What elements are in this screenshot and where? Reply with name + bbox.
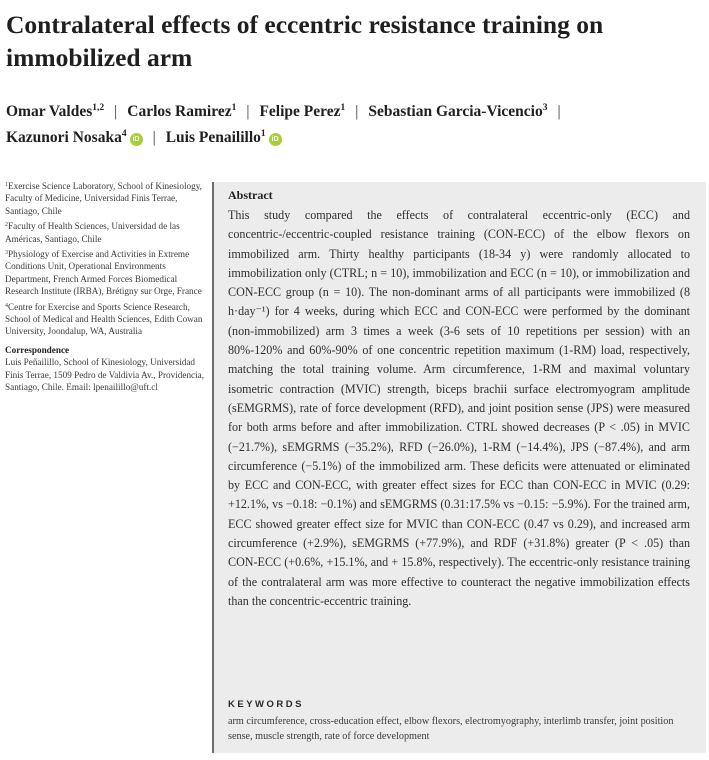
abstract-heading: Abstract <box>228 188 273 202</box>
author-separator: | <box>355 103 359 120</box>
author-name[interactable]: Sebastian Garcia-Vicencio$^3$ <box>368 103 548 120</box>
correspondence-text: Luis Peñailillo, School of Kinesiology, Universidad Finis Terrae, 1509 Pedro de Valdivia Av., Providencia, Santiago, Chile. Email: lpenailillo@uft.cl <box>5 357 205 393</box>
author-name[interactable]: Felipe Perez$^1$ <box>259 103 346 120</box>
orcid-icon[interactable]: iD <box>269 133 282 146</box>
affiliation: $^1$Exercise Science Laboratory, School of Kinesiology, Faculty of Medicine, Universidad Finis Terrae, Santiago, Chile <box>5 181 202 216</box>
author-name[interactable]: Luis Penailillo$^1$iD <box>166 129 282 146</box>
author-separator: | <box>114 103 118 120</box>
author-separator: | <box>246 103 250 120</box>
author-list <box>6 99 706 151</box>
author-separator: | <box>557 103 561 120</box>
keywords-heading: KEYWORDS <box>228 699 304 710</box>
author-name[interactable]: Carlos Ramirez$^1$ <box>127 103 237 120</box>
affiliation: $^2$Faculty of Health Sciences, Universidad de las Américas, Santiago, Chile <box>5 221 180 244</box>
author-name[interactable]: Kazunori Nosaka$^4$iD <box>6 129 143 146</box>
affiliations-column <box>5 180 205 394</box>
orcid-icon[interactable]: iD <box>130 133 143 146</box>
abstract-text: This study compared the effects of contralateral eccentric-only (ECC) and concentric-/eccentric-coupled resistance training (CON-ECC) of the elbow flexors on immobilized arm. Thirty healthy participants (18-34 y) were randomly allocated to immobilization only (CTRL; n = 10), immobilization and ECC (n = 10), or immobilization and CON-ECC group (n = 10). The non-dominant arms of all participants were immobilized (8 h·day⁻¹) for 4 weeks, during which ECC and CON-ECC were performed by the dominant (non-immobilized) arm 3 times a week (3-6 sets of 10 repetitions per session) with an 80%-120% and 60%-90% of one concentric repetition maximum (1-RM) load, respectively, matching the total training volume. Arm circumference, 1-RM and maximal voluntary isometric contraction (MVIC) strength, biceps brachii surface electromyogram amplitude (sEMGRMS), rate of force development (RFD), and joint position sense (JPS) were measured for both arms before and after immobilization. CTRL showed decreases (P < .05) in MVIC (−21.7%), sEMGRMS (−35.2%), RFD (−26.0%), 1-RM (−14.4%), JPS (−87.4%), and arm circumference (−5.1%) of the immobilized arm. These deficits were attenuated or eliminated by ECC and CON-ECC, with greater effect sizes for ECC than CON-ECC in MVIC (0.29: +12.1%, vs −0.18: −0.1%) and sEMGRMS (0.31:17.5% vs −0.15: −5.9%). For the trained arm, ECC showed greater effect size for MVIC than CON-ECC (0.47 vs 0.29), and increased arm circumference (+2.9%), sEMGRMS (+77.9%), and RDF (+31.8%) greater (P < .05) than CON-ECC (+0.6%, +15.1%, and + 15.8%, respectively). The eccentric-only resistance training of the contralateral arm was more effective to counteract the negative immobilization effects than the concentric-eccentric training. <box>228 208 690 608</box>
author-separator: | <box>152 129 156 146</box>
keywords-text: arm circumference, cross-education effect, elbow flexors, electromyography, interlimb transfer, joint position sense, muscle strength, rate of force development <box>228 716 674 742</box>
article-title: Contralateral effects of eccentric resistance training on immobilized arm <box>6 10 604 72</box>
correspondence-heading: Correspondence <box>5 344 70 355</box>
author-name[interactable]: Omar Valdes$^{1,2}$ <box>6 103 105 120</box>
abstract-box <box>212 182 706 753</box>
affiliation: $^4$Centre for Exercise and Sports Science Research, School of Medical and Health Sciences, Edith Cowan University, Joondalup, WA, Australia <box>5 301 203 337</box>
affiliation: $^3$Physiology of Exercise and Activities in Extreme Conditions Unit, Operational Environments Department, French Armed Forces Biomedical Research Institute (IRBA), Brétigny sur Orge, France <box>5 249 202 297</box>
